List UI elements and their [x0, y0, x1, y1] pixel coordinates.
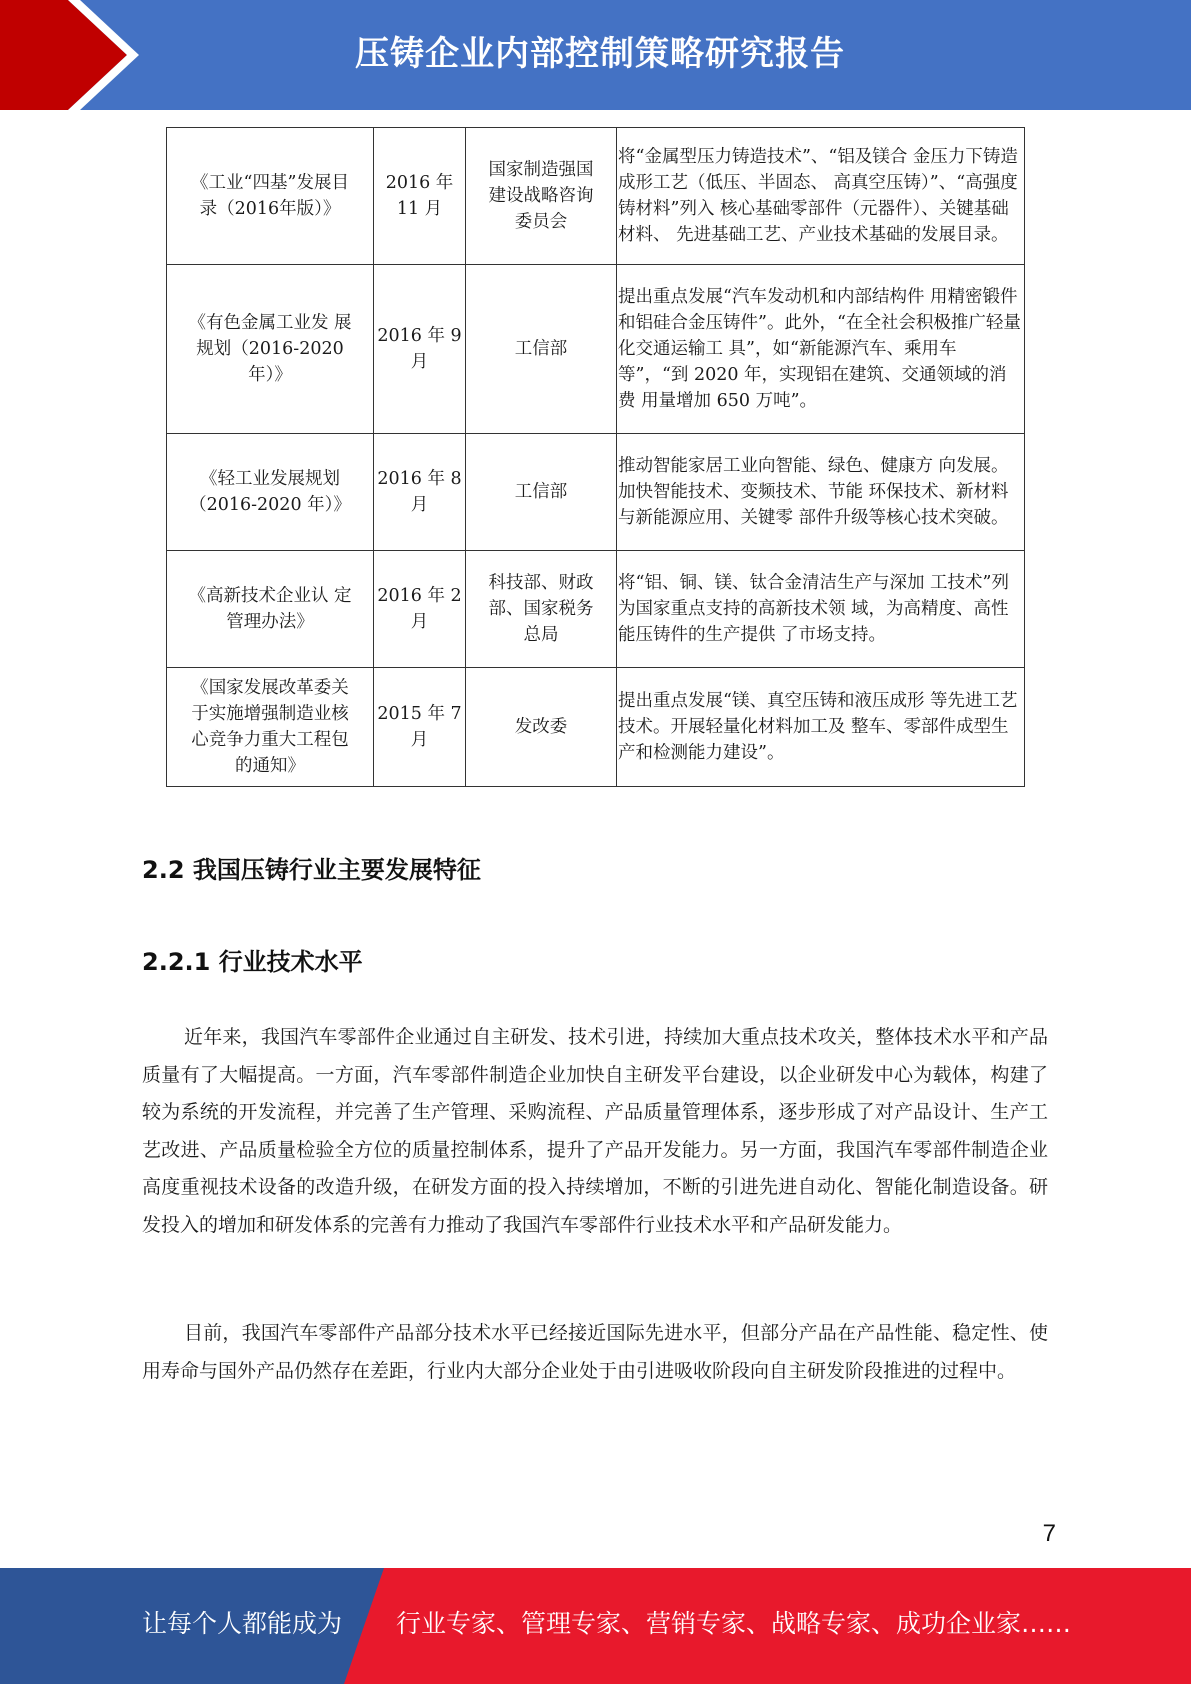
policy-content-cell: 将“铝、铜、镁、钛合金清洁生产与深加 工技术”列为国家重点支持的高新技术领 域，为高精度、高性能压铸件的生产提供 了市场支持。	[617, 551, 1025, 668]
policy-content-cell: 推动智能家居工业向智能、绿色、健康方 向发展。加快智能技术、变频技术、节能 环保技术、新材料与新能源应用、关键零 部件升级等核心技术突破。	[617, 434, 1025, 551]
body-paragraph: 目前，我国汽车零部件产品部分技术水平已经接近国际先进水平，但部分产品在产品性能、稳定性、使用寿命与国外产品仍然存在差距，行业内大部分企业处于由引进吸收阶段向自主研发阶段推进的过程中。	[142, 1322, 1048, 1382]
document-title: 压铸企业内部控制策略研究报告	[355, 34, 845, 74]
policy-date-cell: 2016 年 8 月	[374, 434, 466, 551]
footer-slogan-right: 行业专家、管理专家、营销专家、战略专家、成功企业家……	[396, 1609, 1072, 1638]
policy-content-cell: 提出重点发展“镁、真空压铸和液压成形 等先进工艺技术。开展轻量化材料加工及 整车、零部件成型生产和检测能力建设”。	[617, 668, 1025, 787]
body-paragraph: 近年来，我国汽车零部件企业通过自主研发、技术引进，持续加大重点技术攻关，整体技术水平和产品质量有了大幅提高。一方面，汽车零部件制造企业加快自主研发平台建设，以企业研发中心为载体，构建了较为系统的开发流程，并完善了生产管理、采购流程、产品质量管理体系，逐步形成了对产品设计、生产工艺改进、产品质量检验全方位的质量控制体系，提升了产品开发能力。另一方面，我国汽车零部件制造企业高度重视技术设备的改造升级，在研发方面的投入持续增加，不断的引进先进自动化、智能化制造设备。研发投入的增加和研发体系的完善有力推动了我国汽车零部件行业技术水平和产品研发能力。	[142, 1026, 1048, 1236]
policy-date-cell: 2015 年 7 月	[374, 668, 466, 787]
page-header	[0, 0, 1191, 110]
policy-department-cell: 国家制造强国建设战略咨询委员会	[466, 128, 617, 265]
policy-department-cell: 工信部	[466, 265, 617, 434]
policy-date-cell: 2016 年 9 月	[374, 265, 466, 434]
policy-department-cell: 发改委	[466, 668, 617, 787]
page-footer	[0, 1568, 1191, 1684]
subsection-heading: 2.2.1 行业技术水平	[142, 948, 363, 976]
table-row	[167, 128, 1025, 265]
policy-content-cell: 提出重点发展“汽车发动机和内部结构件 用精密锻件和铝硅合金压铸件”。此外，“在全社会积极推广轻量化交通运输工 具”，如“新能源汽车、乘用车等”，“到 2020 年，实现铝在建筑、交通领域的消费 用量增加 650 万吨”。	[617, 265, 1025, 434]
table-row	[167, 434, 1025, 551]
policy-name-cell: 《有色金属工业发 展规划（2016-2020 年）》	[167, 265, 374, 434]
policy-department-cell: 工信部	[466, 434, 617, 551]
footer-slogan-left: 让每个人都能成为	[142, 1609, 343, 1638]
policy-name-cell: 《高新技术企业认 定管理办法》	[167, 551, 374, 668]
table-row	[167, 668, 1025, 787]
table-row	[167, 265, 1025, 434]
section-heading: 2.2 我国压铸行业主要发展特征	[142, 856, 481, 884]
policy-department-cell: 科技部、财政部、国家税务总局	[466, 551, 617, 668]
policy-name-cell: 《工业“四基”发展目录（2016年版）》	[167, 128, 374, 265]
policy-name-cell: 《国家发展改革委关于实施增强制造业核心竞争力重大工程包的通知》	[167, 668, 374, 787]
table-row	[167, 551, 1025, 668]
policy-date-cell: 2016 年 2 月	[374, 551, 466, 668]
policy-table	[166, 127, 1025, 787]
policy-content-cell: 将“金属型压力铸造技术”、“铝及镁合 金压力下铸造成形工艺（低压、半固态、 高真空压铸）”、“高强度铸材料”列入 核心基础零部件（元器件）、关键基础材料、 先进基础工艺、产业技术基础的发展目录。	[617, 128, 1025, 265]
policy-name-cell: 《轻工业发展规划（2016-2020 年）》	[167, 434, 374, 551]
policy-date-cell: 2016 年 11 月	[374, 128, 466, 265]
page-number: 7	[1042, 1520, 1056, 1547]
